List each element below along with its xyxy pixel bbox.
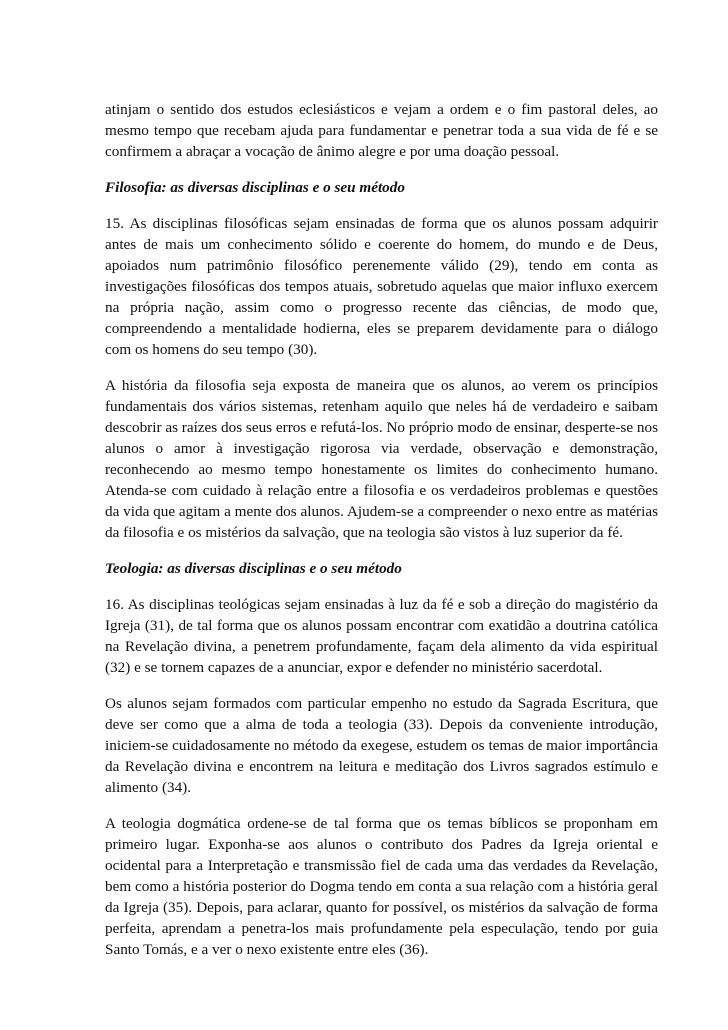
paragraph-16: 16. As disciplinas teológicas sejam ensinadas à luz da fé e sob a direção do magistério da Igreja (31), de tal forma que os alunos possam encontrar com exatidão a doutrina católica na Revelação divina, a penetrem profundamente, façam dela alimento da vida espiritual (32) e se tornem capazes de a anunciar, expor e defender no ministério sacerdotal.	[105, 596, 658, 676]
paragraph-sagrada-escritura: Os alunos sejam formados com particular empenho no estudo da Sagrada Escritura, que deve ser como que a alma de toda a teologia (33). Depois da conveniente introdução, iniciem-se cuidadosamente no método da exegese, estudem os temas de maior importância da Revelação divina e encontrem na leitura e meditação dos Livros sagrados estímulo e alimento (34).	[105, 695, 658, 796]
section-heading-teologia: Teologia: as diversas disciplinas e o seu método	[105, 560, 402, 577]
document-page	[105, 99, 658, 960]
paragraph-teologia-dogmatica: A teologia dogmática ordene-se de tal forma que os temas bíblicos se proponham em primeiro lugar. Exponha-se aos alunos o contributo dos Padres da Igreja oriental e ocidental para a Interpretação e transmissão fiel de cada uma das verdades da Revelação, bem como a história posterior do Dogma tendo em conta a sua relação com a história geral da Igreja (35). Depois, para aclarar, quanto for possível, os mistérios da salvação de forma perfeita, aprendam a penetra-los mais profundamente pela especulação, tendo por guia Santo Tomás, e a ver o nexo existente entre eles (36).	[105, 815, 658, 958]
paragraph-15: 15. As disciplinas filosóficas sejam ensinadas de forma que os alunos possam adquirir antes de mais um conhecimento sólido e coerente do homem, do mundo e de Deus, apoiados num patrimônio filosófico perenemente válido (29), tendo em conta as investigações filosóficas dos tempos atuais, sobretudo aquelas que maior influxo exercem na própria nação, assim como o progresso recente das ciências, de modo que, compreendendo a mentalidade hodierna, eles se preparem devidamente para o diálogo com os homens do seu tempo (30).	[105, 215, 658, 358]
section-heading-filosofia: Filosofia: as diversas disciplinas e o seu método	[105, 179, 405, 196]
paragraph-historia-filosofia: A história da filosofia seja exposta de maneira que os alunos, ao verem os princípios fundamentais dos vários sistemas, retenham aquilo que neles há de verdadeiro e saibam descobrir as raízes dos seus erros e refutá-los. No próprio modo de ensinar, desperte-se nos alunos o amor à investigação rigorosa via verdade, observação e demonstração, reconhecendo ao mesmo tempo honestamente os limites do conhecimento humano. Atenda-se com cuidado à relação entre a filosofia e os verdadeiros problemas e questões da vida que agitam a mente dos alunos. Ajudem-se a compreender o nexo entre as matérias da filosofia e os mistérios da salvação, que na teologia são vistos à luz superior da fé.	[105, 377, 658, 541]
paragraph-intro: atinjam o sentido dos estudos eclesiásticos e vejam a ordem e o fim pastoral deles, ao mesmo tempo que recebam ajuda para fundamentar e penetrar toda a sua vida de fé e se confirmem a abraçar a vocação de ânimo alegre e por uma doação pessoal.	[105, 101, 658, 160]
